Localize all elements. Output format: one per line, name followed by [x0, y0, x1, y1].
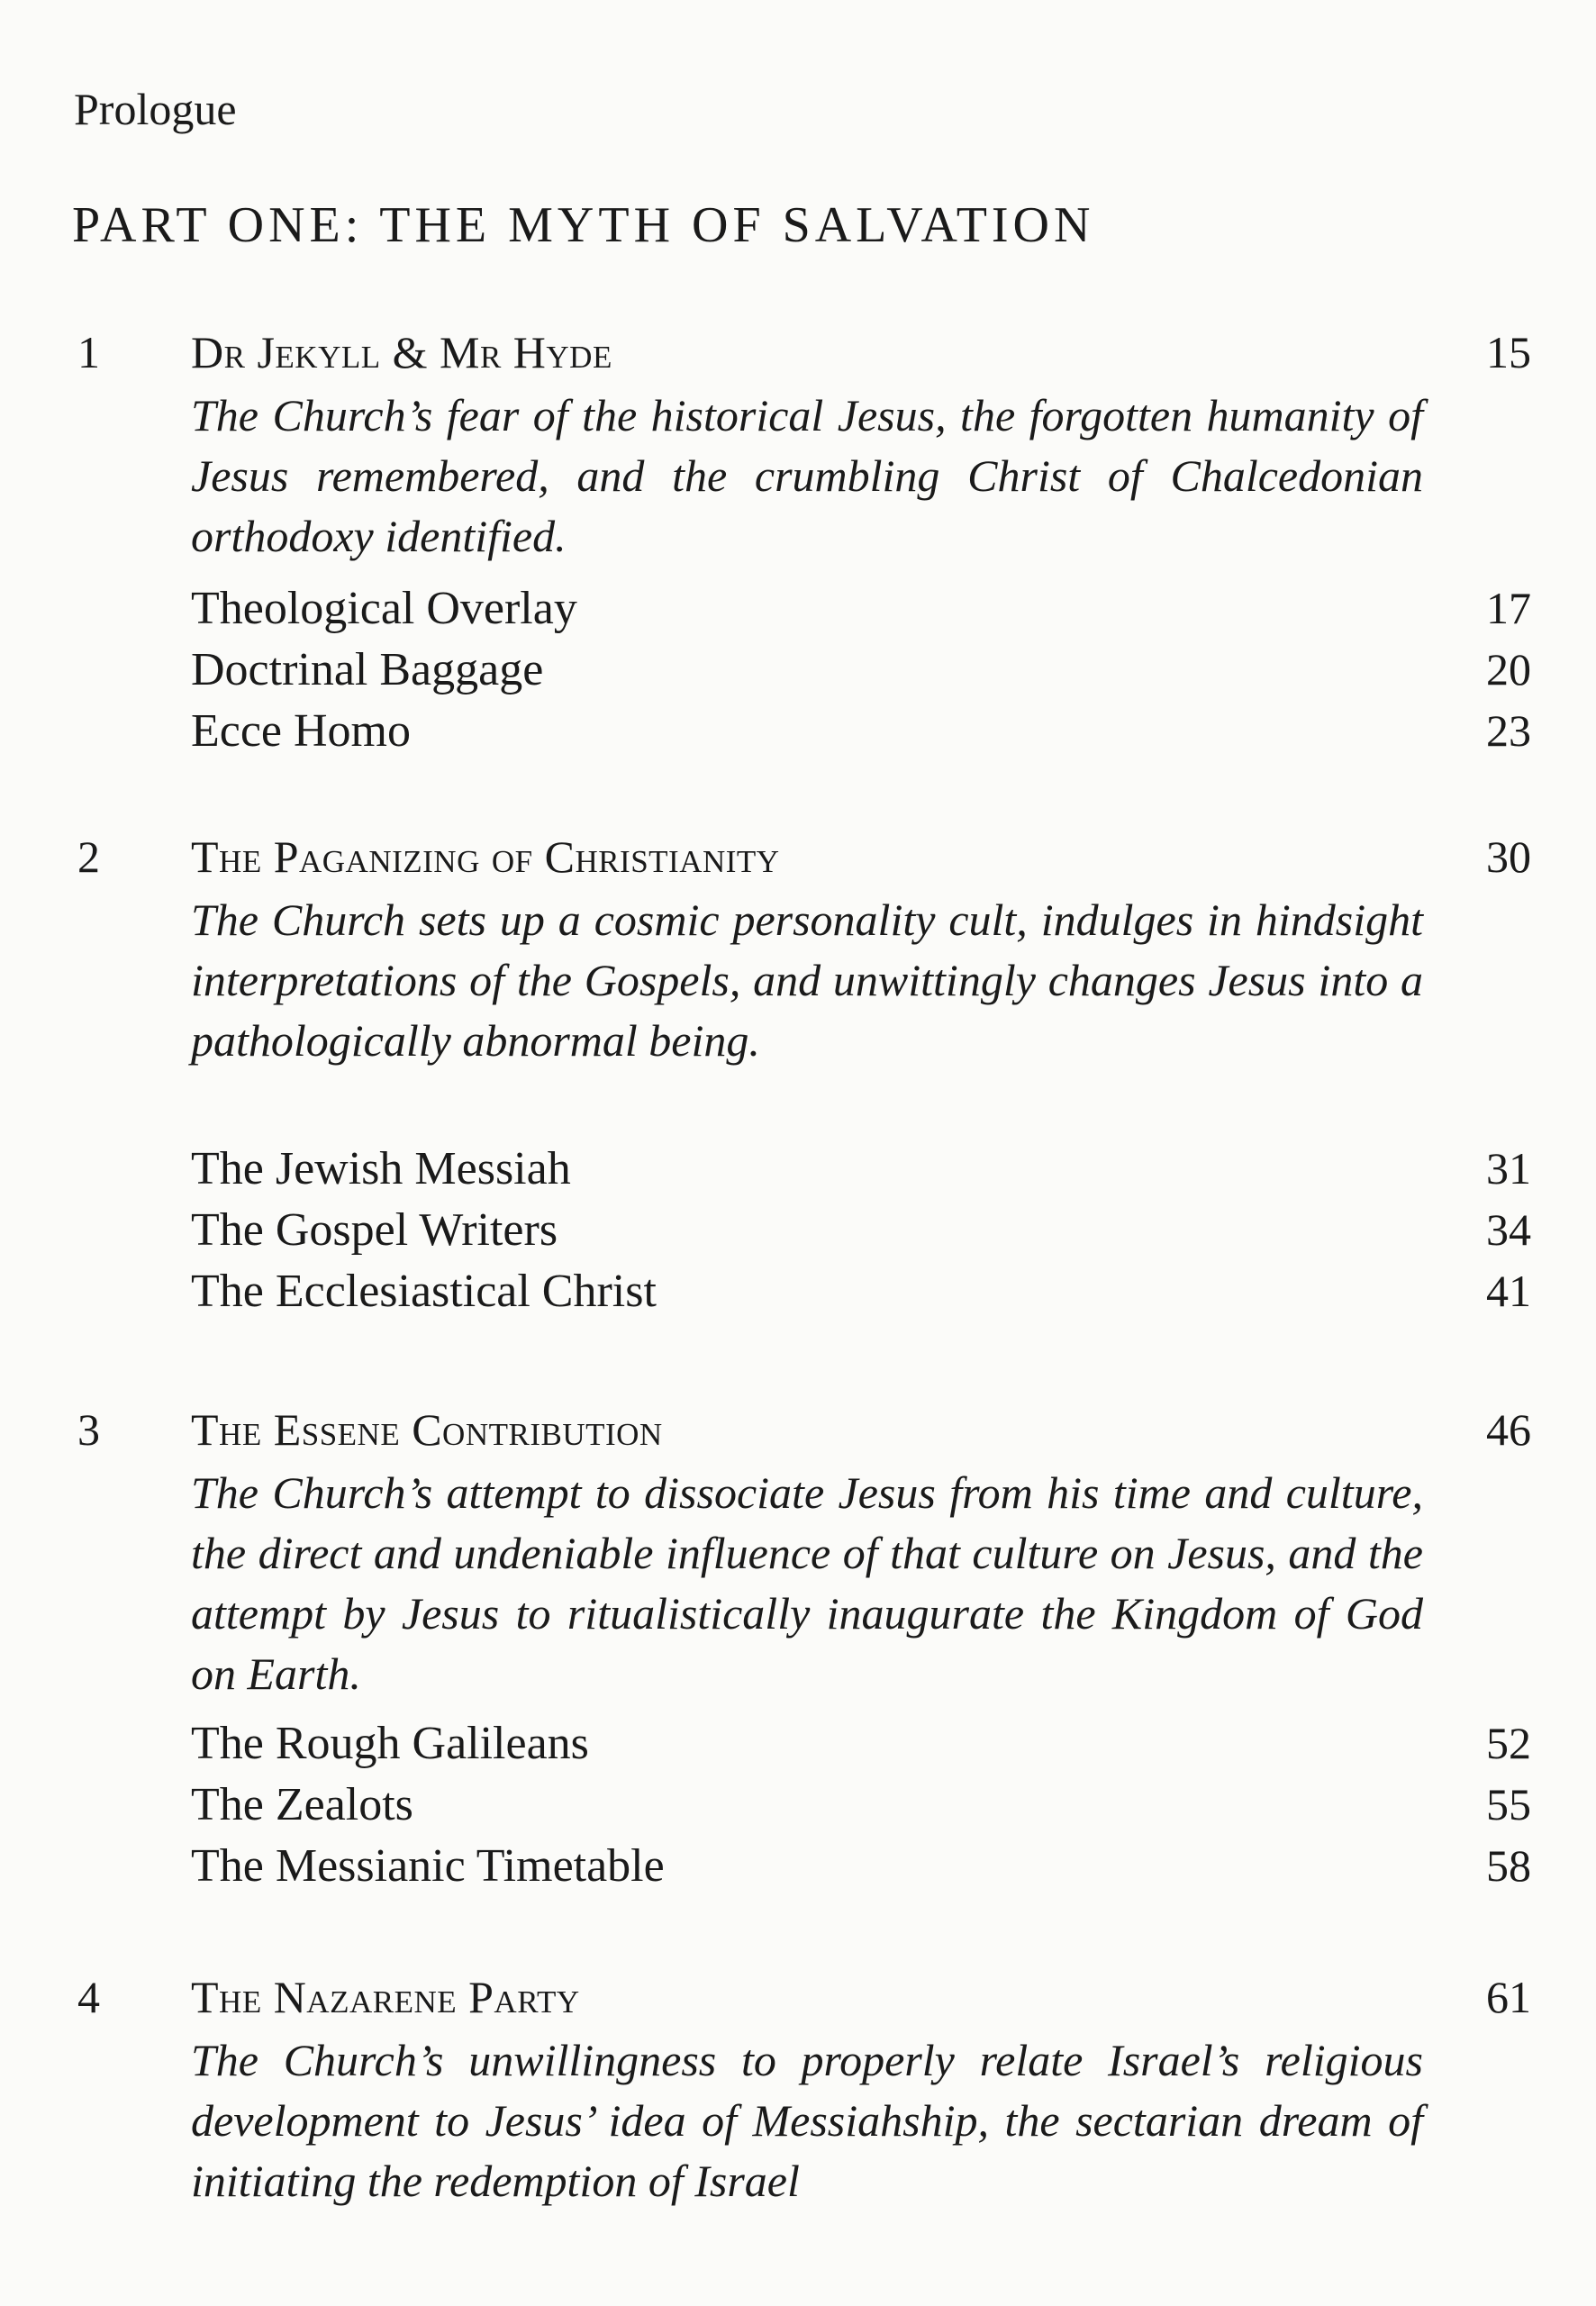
section-title: Theological Overlay	[191, 583, 577, 634]
section-title: Doctrinal Baggage	[191, 644, 544, 695]
chapter-description: The Church’s unwillingness to properly relate Israel’s religious development to Jesus’ idea of Messiahship, the sectarian dream of initiating the redemption of Israel	[191, 2035, 1423, 2206]
chapter-title: The Essene Contribution	[191, 1404, 663, 1455]
chapter-description: The Church’s fear of the historical Jesus, the forgotten humanity of Jesus remembered, and the crumbling Christ of Chalcedonian orthodoxy identified.	[191, 390, 1423, 561]
chapter-page: 30	[1486, 831, 1531, 882]
chapter-title: The Paganizing of Christianity	[191, 831, 780, 882]
section-title: Ecce Homo	[191, 705, 412, 757]
section-title: The Gospel Writers	[191, 1204, 558, 1256]
chapter-number: 4	[77, 1972, 100, 2022]
chapter-page: 61	[1486, 1972, 1531, 2022]
chapter-page: 46	[1486, 1404, 1531, 1455]
section-title: The Ecclesiastical Christ	[191, 1266, 657, 1317]
section-page: 34	[1486, 1204, 1531, 1255]
chapter-description: The Church sets up a cosmic personality cult, indulges in hindsight interpretations of the Gospels, and unwittingly changes Jesus into a pathologically abnormal being.	[191, 894, 1423, 1066]
section-page: 52	[1486, 1718, 1531, 1768]
section-page: 41	[1486, 1266, 1531, 1316]
section-title: The Rough Galileans	[191, 1718, 589, 1769]
chapter-number: 1	[77, 327, 100, 377]
section-page: 31	[1486, 1143, 1531, 1194]
section-title: The Messianic Timetable	[191, 1840, 665, 1892]
part-title: PART ONE: THE MYTH OF SALVATION	[72, 197, 1095, 253]
section-page: 17	[1486, 583, 1531, 633]
section-title: The Jewish Messiah	[191, 1143, 571, 1194]
section-page: 58	[1486, 1840, 1531, 1891]
section-page: 20	[1486, 644, 1531, 695]
prologue-entry: Prologue	[74, 84, 237, 134]
section-page: 55	[1486, 1779, 1531, 1829]
section-title: The Zealots	[191, 1779, 413, 1830]
chapter-title: The Nazarene Party	[191, 1972, 580, 2022]
chapter-description: The Church’s attempt to dissociate Jesus from his time and culture, the direct and undeniable influence of that culture on Jesus, and the attempt by Jesus to ritualistically inaugurate the Kingdom of God on Earth.	[191, 1467, 1423, 1699]
chapter-title: Dr Jekyll & Mr Hyde	[191, 327, 612, 377]
chapter-number: 3	[77, 1404, 100, 1455]
chapter-page: 15	[1486, 327, 1531, 377]
chapter-number: 2	[77, 831, 100, 882]
section-page: 23	[1486, 705, 1531, 756]
